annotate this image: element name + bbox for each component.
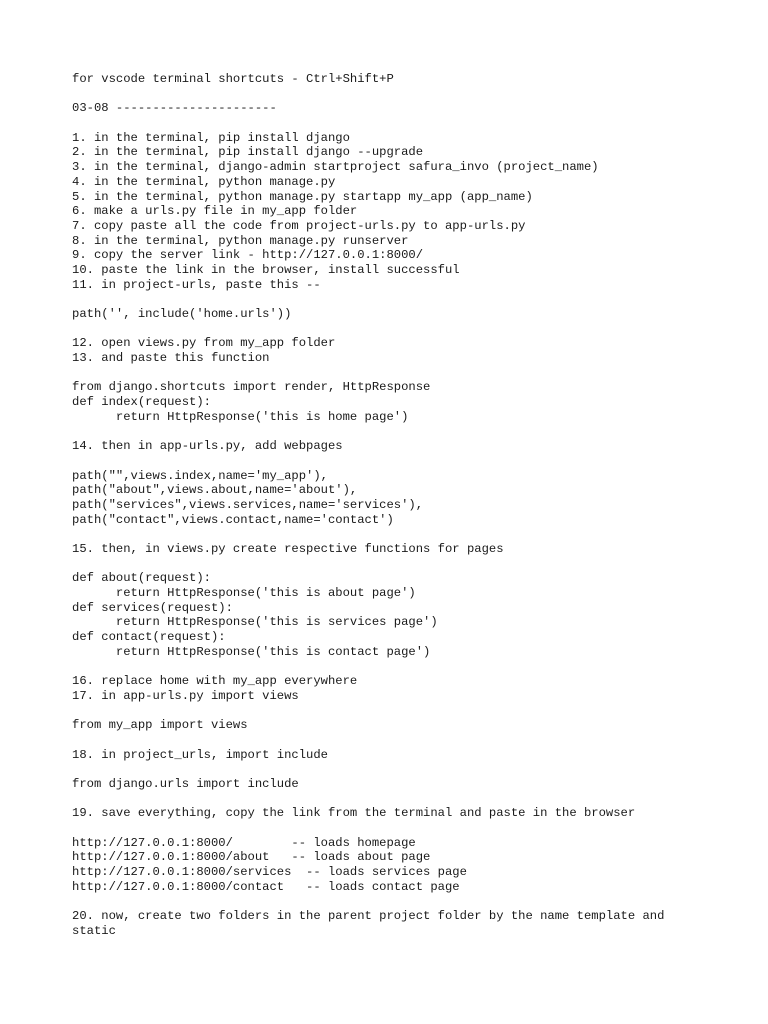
text-line: return HttpResponse('this is services page'): [72, 615, 438, 630]
text-line: 9. copy the server link - http://127.0.0.1:8000/: [72, 248, 424, 263]
blank-line: [72, 322, 712, 337]
blank-line: [72, 792, 712, 807]
text-line: http://127.0.0.1:8000/ -- loads homepage: [72, 835, 416, 850]
text-line: 4. in the terminal, python manage.py: [72, 174, 336, 189]
blank-line: [72, 733, 712, 748]
text-line: 7. copy paste all the code from project-urls.py to app-urls.py: [72, 218, 526, 233]
text-line: 20. now, create two folders in the parent project folder by the name template and: [72, 909, 665, 924]
text-line: from django.shortcuts import render, HttpResponse: [72, 380, 431, 395]
text-line: path("contact",views.contact,name='contact'): [72, 512, 394, 527]
text-line: 16. replace home with my_app everywhere: [72, 674, 358, 689]
text-line: 3. in the terminal, django-admin startproject safura_invo (project_name): [72, 160, 599, 175]
text-line: 8. in the terminal, python manage.py runserver: [72, 233, 409, 248]
blank-line: [72, 821, 712, 836]
text-line: http://127.0.0.1:8000/about -- loads about page: [72, 850, 431, 865]
text-line: 15. then, in views.py create respective functions for pages: [72, 542, 504, 556]
text-line: return HttpResponse('this is about page'): [72, 586, 416, 601]
text-line: 03-08 ----------------------: [72, 101, 277, 116]
blank-line: [72, 895, 712, 910]
blank-line: [72, 557, 712, 572]
text-line: 12. open views.py from my_app folder: [72, 336, 336, 351]
blank-line: [72, 527, 712, 542]
document-text: [72, 72, 712, 939]
text-line: 5. in the terminal, python manage.py startapp my_app (app_name): [72, 189, 533, 204]
text-line: http://127.0.0.1:8000/contact -- loads contact page: [72, 879, 460, 894]
text-line: def contact(request):: [72, 630, 226, 645]
blank-line: [72, 660, 712, 675]
text-line: from my_app import views: [72, 718, 248, 733]
blank-line: [72, 87, 712, 102]
blank-line: [72, 425, 712, 440]
text-line: path('', include('home.urls')): [72, 307, 292, 321]
text-line: for vscode terminal shortcuts - Ctrl+Shift+P: [72, 72, 394, 86]
blank-line: [72, 762, 712, 777]
text-line: static: [72, 923, 116, 938]
text-line: 19. save everything, copy the link from the terminal and paste in the browser: [72, 806, 636, 821]
text-line: 13. and paste this function: [72, 351, 270, 366]
blank-line: [72, 704, 712, 719]
text-line: 1. in the terminal, pip install django: [72, 130, 350, 145]
text-line: return HttpResponse('this is home page'): [72, 409, 409, 424]
text-line: 10. paste the link in the browser, install successful: [72, 262, 460, 277]
text-line: 6. make a urls.py file in my_app folder: [72, 204, 358, 219]
blank-line: [72, 366, 712, 381]
text-line: def services(request):: [72, 600, 233, 615]
text-line: return HttpResponse('this is contact page'): [72, 644, 431, 659]
text-line: path("",views.index,name='my_app'),: [72, 468, 328, 483]
text-line: def index(request):: [72, 395, 211, 410]
text-line: from django.urls import include: [72, 777, 299, 791]
text-line: path("services",views.services,name='services'),: [72, 497, 424, 512]
blank-line: [72, 292, 712, 307]
text-line: http://127.0.0.1:8000/services -- loads services page: [72, 865, 467, 880]
text-line: 14. then in app-urls.py, add webpages: [72, 439, 343, 454]
text-line: 11. in project-urls, paste this --: [72, 277, 321, 292]
text-line: def about(request):: [72, 571, 211, 586]
blank-line: [72, 454, 712, 469]
text-line: 18. in project_urls, import include: [72, 747, 328, 762]
blank-line: [72, 116, 712, 131]
text-line: 2. in the terminal, pip install django --upgrade: [72, 145, 424, 160]
text-line: path("about",views.about,name='about'),: [72, 483, 358, 498]
text-line: 17. in app-urls.py import views: [72, 688, 299, 703]
